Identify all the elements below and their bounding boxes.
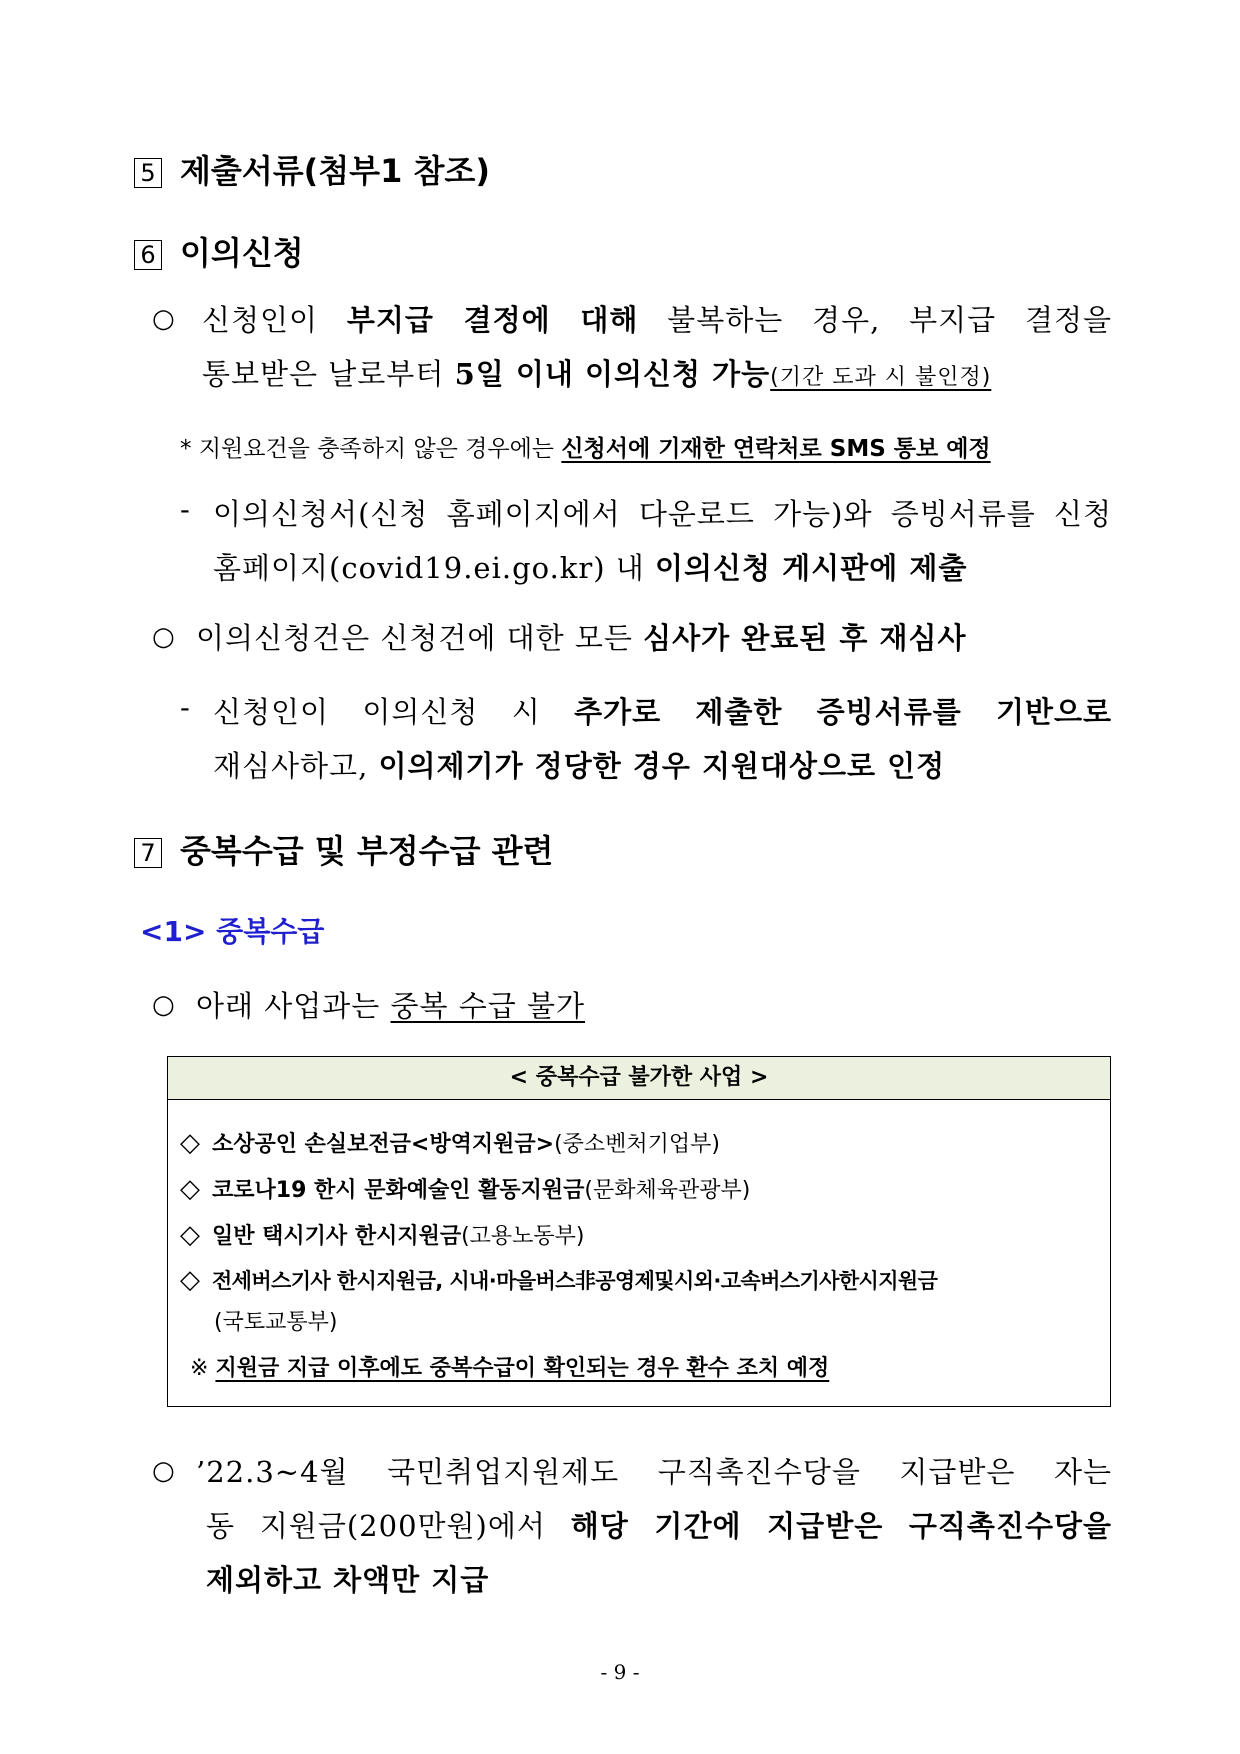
dash-marker: - (180, 690, 191, 724)
paragraph-line: 이의신청건은 신청건에 대한 모든 심사가 완료된 후 재심사 (196, 621, 967, 655)
paragraph-line: 홈페이지(covid19.ei.go.kr) 내 이의신청 게시판에 제출 (213, 551, 968, 585)
emphasis-text: 차액만 지급 (333, 1563, 490, 1597)
section-5-heading (134, 146, 490, 192)
emphasis-text: 추가로 제출한 증빙서류를 기반으로 (574, 695, 1112, 729)
paragraph-line: 통보받은 날로부터 5일 이내 이의신청 가능(기간 도과 시 불인정) (202, 357, 992, 391)
table-note: ※ 지원금 지급 이후에도 중복수급이 확인되는 경우 환수 조치 예정 (190, 1356, 830, 1381)
subsection-heading: <1> 중복수급 (140, 915, 325, 948)
bullet-line (152, 618, 176, 652)
paragraph-line: 아래 사업과는 중복 수급 불가 (196, 989, 586, 1023)
table-row: ◇ 코로나19 한시 문화예술인 활동지원금(문화체육관광부) (180, 1174, 751, 1204)
asterisk-icon: * (180, 436, 192, 462)
diamond-icon: ◇ (180, 1220, 200, 1250)
table-row-continuation: (국토교통부) (214, 1310, 338, 1335)
table-row: ◇ 일반 택시기사 한시지원금(고용노동부) (180, 1220, 585, 1250)
diamond-icon: ◇ (180, 1128, 200, 1158)
section-6-heading (134, 228, 304, 274)
section-title: 이의신청 (180, 234, 304, 272)
paragraph-line: ’22.3~4월 국민취업지원제도 구직촉진수당을 지급받은 자는 (196, 1455, 1112, 1489)
section-7-heading (134, 826, 553, 872)
section-number-box: 7 (134, 838, 162, 868)
paragraph-line: 제외하고 차액만 지급 (206, 1563, 490, 1597)
section-number-box: 6 (134, 240, 162, 270)
reference-mark-icon: ※ (190, 1356, 209, 1381)
emphasis-text: 심사가 완료된 후 재심사 (643, 621, 967, 655)
diamond-icon: ◇ (180, 1174, 200, 1204)
paragraph-line: 신청인이 부지급 결정에 대해 불복하는 경우, 부지급 결정을 (202, 303, 1113, 337)
paragraph-line: 신청인이 이의신청 시 추가로 제출한 증빙서류를 기반으로 (213, 695, 1112, 729)
dash-marker: - (180, 492, 191, 526)
table-row: ◇ 소상공인 손실보전금<방역지원금>(중소벤처기업부) (180, 1128, 720, 1158)
emphasis-text: 해당 기간에 지급받은 구직촉진수당을 (570, 1509, 1113, 1543)
circle-bullet-icon: ○ (152, 622, 176, 652)
diamond-icon: ◇ (180, 1265, 200, 1295)
underlined-text: 중복 수급 불가 (390, 989, 586, 1023)
section-title: 중복수급 및 부정수급 관련 (180, 832, 554, 870)
paragraph-line: 동 지원금(200만원)에서 해당 기간에 지급받은 구직촉진수당을 (206, 1509, 1113, 1543)
bullet-line (152, 300, 176, 334)
section-title: 제출서류(첨부1 참조) (180, 152, 490, 190)
underlined-text: (기간 도과 시 불인정) (770, 365, 992, 390)
circle-bullet-icon: ○ (152, 1456, 176, 1486)
table-header: < 중복수급 불가한 사업 > (168, 1057, 1110, 1100)
note-line: * 지원요건을 충족하지 않은 경우에는 신청서에 기재한 연락처로 SMS 통보 예정 (180, 436, 991, 462)
table-row: ◇ 전세버스기사 한시지원금, 시내·마을버스非공영제및시외·고속버스기사한시지원금 (180, 1265, 938, 1295)
paragraph-line: 이의신청서(신청 홈페이지에서 다운로드 가능)와 증빙서류를 신청 (213, 497, 1112, 531)
page-number: - 9 - (600, 1660, 640, 1684)
bullet-line (152, 986, 176, 1020)
excluded-programs-table (167, 1056, 1111, 1407)
emphasis-text: 이의제기가 정당한 경우 지원대상으로 인정 (378, 749, 946, 783)
section-number-box: 5 (134, 158, 162, 188)
circle-bullet-icon: ○ (152, 990, 176, 1020)
bullet-line (152, 1452, 176, 1486)
emphasis-text: 5일 이내 이의신청 가능 (454, 357, 771, 391)
paragraph-line: 재심사하고, 이의제기가 정당한 경우 지원대상으로 인정 (213, 749, 946, 783)
emphasis-underlined-text: 신청서에 기재한 연락처로 SMS 통보 예정 (561, 436, 991, 462)
emphasis-text: 부지급 결정에 대해 (346, 303, 639, 337)
circle-bullet-icon: ○ (152, 304, 176, 334)
emphasis-text: 이의신청 게시판에 제출 (655, 551, 968, 585)
